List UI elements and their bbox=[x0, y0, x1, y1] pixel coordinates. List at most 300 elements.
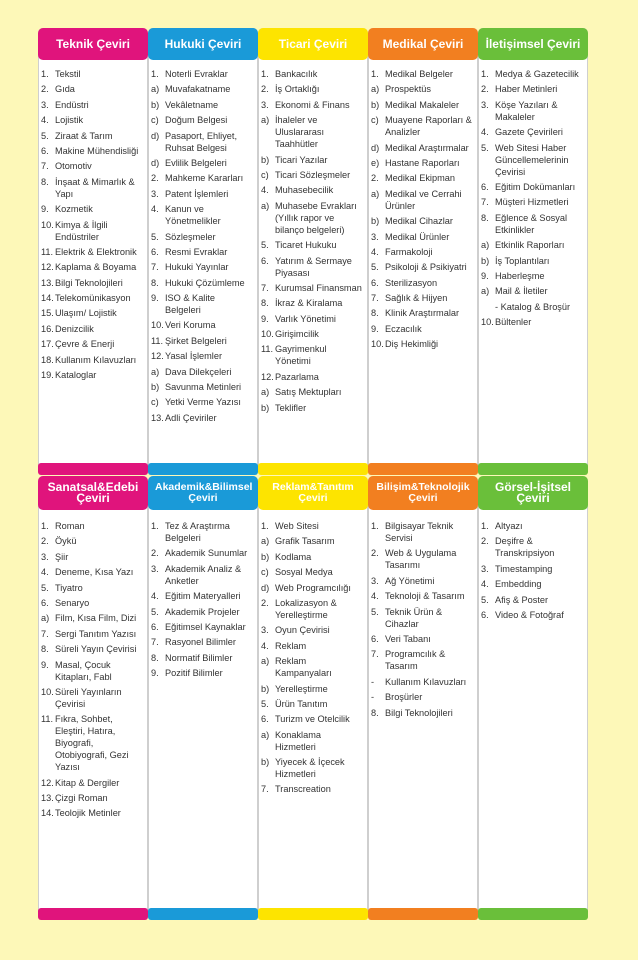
card-title-text: Reklam&Tanıtım Çeviri bbox=[272, 481, 354, 504]
list-item-text: Hastane Raporları bbox=[385, 157, 460, 168]
card-footer-bar bbox=[148, 463, 258, 475]
list-item-text: Pazarlama bbox=[275, 371, 319, 382]
list-item bbox=[481, 255, 583, 267]
list-item bbox=[41, 292, 143, 304]
list-item bbox=[371, 68, 473, 80]
list-item-text: Medikal Makaleler bbox=[385, 99, 460, 110]
list-item-marker: 5. bbox=[481, 142, 489, 153]
list-item-text: Medya & Gazetecilik bbox=[495, 69, 579, 79]
list-item-marker: 11. bbox=[261, 344, 274, 355]
list-item-marker: b) bbox=[371, 99, 380, 110]
list-item-text: İhaleler ve Uluslararası Taahhütler bbox=[275, 115, 325, 150]
list-item-text: Kaplama & Boyama bbox=[55, 262, 137, 273]
list-item-marker: 3. bbox=[371, 231, 379, 242]
list-item-text: Akademik Analiz & Anketler bbox=[165, 563, 242, 586]
list-item-text: Turizm ve Otelcilik bbox=[275, 714, 350, 725]
list-item-marker: 9. bbox=[41, 204, 49, 215]
list-item-text: Teknik Ürün & Cihazlar bbox=[385, 606, 443, 629]
list-item bbox=[41, 114, 143, 126]
card-footer-bar bbox=[478, 463, 588, 475]
list-item-marker: a) bbox=[151, 84, 160, 95]
list-item-marker: 4. bbox=[371, 591, 379, 602]
list-item-marker: 2. bbox=[261, 597, 269, 608]
list-item bbox=[151, 381, 253, 393]
list-item-marker: 10. bbox=[481, 317, 494, 328]
list-item-marker: 1. bbox=[151, 69, 159, 79]
list-item-marker: 7. bbox=[261, 784, 269, 795]
list-item bbox=[481, 196, 583, 208]
list-item bbox=[371, 520, 473, 544]
card-teknik-ceviri bbox=[38, 28, 148, 475]
list-item-marker: 13. bbox=[41, 793, 54, 804]
list-item bbox=[261, 402, 363, 414]
list-item bbox=[371, 157, 473, 169]
list-item bbox=[41, 246, 143, 258]
list-item bbox=[371, 246, 473, 258]
list-item-marker: 10. bbox=[151, 320, 164, 331]
list-item bbox=[261, 114, 363, 150]
list-item-text: Gazete Çevirileri bbox=[495, 127, 563, 138]
list-item-text: Denizcilik bbox=[55, 323, 94, 334]
list-item bbox=[151, 203, 253, 227]
card-title bbox=[368, 28, 478, 60]
list-item bbox=[371, 83, 473, 95]
list-item-marker: 11. bbox=[41, 246, 54, 257]
list-item-text: Eğlence & Sosyal Etkinlikler bbox=[495, 212, 568, 235]
list-item-marker: d) bbox=[151, 157, 160, 168]
card-footer-bar bbox=[478, 908, 588, 920]
list-item bbox=[41, 68, 143, 80]
list-item-marker: 7. bbox=[371, 293, 379, 304]
list-item bbox=[371, 691, 473, 703]
list-item bbox=[261, 783, 363, 795]
list-item-marker: a) bbox=[371, 84, 380, 95]
list-item bbox=[261, 729, 363, 753]
list-item-marker: 6. bbox=[151, 621, 159, 632]
list-item-text: Mail & İletiler bbox=[495, 286, 548, 297]
list-item-text: Resmi Evraklar bbox=[165, 246, 228, 257]
card-title-text: Hukuki Çeviri bbox=[164, 36, 242, 51]
list-item-text: Girişimcilik bbox=[275, 329, 319, 340]
list-item-marker: 8. bbox=[41, 176, 49, 187]
service-list bbox=[371, 68, 473, 354]
list-item bbox=[261, 68, 363, 80]
list-item-text: Lojistik bbox=[55, 115, 84, 126]
list-item-text: Telekomünikasyon bbox=[55, 293, 131, 304]
list-item bbox=[261, 683, 363, 695]
list-item-text: Programcılık & Tasarım bbox=[385, 649, 446, 672]
list-item-text: Hukuki Yayınlar bbox=[165, 262, 229, 273]
card-footer-bar bbox=[148, 908, 258, 920]
list-item bbox=[151, 520, 253, 544]
list-item-text: Şiir bbox=[55, 551, 69, 562]
card-title bbox=[478, 28, 588, 60]
list-item-text: Savunma Metinleri bbox=[165, 382, 242, 393]
list-item-text: Dava Dilekçeleri bbox=[165, 366, 232, 377]
list-item bbox=[371, 99, 473, 111]
list-item-text: Müşteri Hizmetleri bbox=[495, 197, 569, 208]
card-reklam-tanitim-ceviri bbox=[258, 476, 368, 920]
list-item-text: Öykü bbox=[55, 536, 77, 547]
list-item-text: Gıda bbox=[55, 84, 75, 95]
list-item-marker: 2. bbox=[41, 536, 49, 547]
list-item-marker: 1. bbox=[481, 521, 489, 531]
list-item-text: Broşürler bbox=[385, 692, 423, 703]
list-item bbox=[41, 713, 143, 773]
list-item-text: Akademik Projeler bbox=[165, 606, 240, 617]
list-item-text: Prospektüs bbox=[385, 84, 431, 95]
list-item-text: Kodlama bbox=[275, 551, 312, 562]
list-item bbox=[371, 172, 473, 184]
list-item-text: Medikal Ürünler bbox=[385, 231, 450, 242]
list-item bbox=[41, 354, 143, 366]
list-item bbox=[151, 130, 253, 154]
list-item-text: Web Programcılığı bbox=[275, 582, 351, 593]
list-item-text: Sergi Tanıtım Yazısı bbox=[55, 628, 137, 639]
list-item bbox=[371, 307, 473, 319]
card-footer-bar bbox=[38, 463, 148, 475]
list-item-marker: - bbox=[371, 692, 375, 703]
list-item-text: Tiyatro bbox=[55, 582, 83, 593]
list-item-text: Makine Mühendisliği bbox=[55, 145, 139, 156]
card-title bbox=[368, 476, 478, 510]
list-item-text: Farmakoloji bbox=[385, 246, 433, 257]
list-item-marker: a) bbox=[371, 188, 380, 199]
list-item-marker: d) bbox=[261, 582, 270, 593]
list-item-marker: 8. bbox=[151, 277, 159, 288]
list-item-marker: 6. bbox=[41, 145, 49, 156]
list-item bbox=[481, 535, 583, 559]
list-item-text: Yerelleştirme bbox=[275, 683, 328, 694]
list-item-text: Eczacılık bbox=[385, 323, 422, 334]
list-item bbox=[261, 713, 363, 725]
list-item-text: Transcreation bbox=[275, 784, 331, 795]
list-item-marker: 12. bbox=[261, 371, 274, 382]
list-item-marker: 13. bbox=[41, 277, 54, 288]
list-item bbox=[41, 792, 143, 804]
list-item-text: Ticaret Hukuku bbox=[275, 240, 337, 251]
list-item-marker: 3. bbox=[481, 563, 489, 574]
list-item-marker: 7. bbox=[41, 161, 49, 172]
list-item bbox=[261, 624, 363, 636]
card-bilisim-teknolojik-ceviri bbox=[368, 476, 478, 920]
list-item bbox=[371, 292, 473, 304]
list-item-marker: 5. bbox=[41, 130, 49, 141]
list-item-text: Veri Koruma bbox=[165, 320, 216, 331]
list-item-text: Otomotiv bbox=[55, 161, 92, 172]
service-list bbox=[481, 520, 583, 624]
list-item bbox=[261, 566, 363, 578]
list-item-marker: 4. bbox=[261, 640, 269, 651]
list-item-marker: 6. bbox=[261, 714, 269, 725]
card-hukuki-ceviri bbox=[148, 28, 258, 475]
list-item bbox=[41, 261, 143, 273]
list-item-text: Haber Metinleri bbox=[495, 84, 558, 95]
list-item bbox=[151, 563, 253, 587]
card-footer-bar bbox=[38, 908, 148, 920]
list-item bbox=[41, 83, 143, 95]
list-item-text: Eğitim Dokümanları bbox=[495, 181, 576, 192]
list-item-marker: 2. bbox=[371, 173, 379, 184]
list-item-text: ISO & Kalite Belgeleri bbox=[165, 293, 216, 316]
card-title bbox=[38, 476, 148, 510]
list-item bbox=[41, 130, 143, 142]
list-item-marker: 14. bbox=[41, 808, 54, 819]
list-item bbox=[481, 609, 583, 621]
list-item bbox=[41, 176, 143, 200]
list-item bbox=[41, 597, 143, 609]
list-item bbox=[41, 659, 143, 683]
list-item-text: Bankacılık bbox=[275, 69, 318, 79]
list-item-text: Süreli Yayınların Çevirisi bbox=[55, 686, 122, 709]
list-item-text: Tez & Araştırma Belgeleri bbox=[165, 521, 230, 543]
list-item-marker: 1. bbox=[371, 69, 379, 79]
list-item bbox=[481, 520, 583, 532]
list-item bbox=[151, 292, 253, 316]
list-item-text: Akademik Sunumlar bbox=[165, 548, 248, 559]
service-list bbox=[261, 520, 363, 799]
list-item-marker: d) bbox=[371, 142, 380, 153]
list-item-marker: 17. bbox=[41, 339, 54, 350]
list-item bbox=[481, 68, 583, 80]
list-item-marker: 8. bbox=[151, 652, 159, 663]
list-item bbox=[371, 606, 473, 630]
list-item-marker: 12. bbox=[151, 351, 164, 362]
list-item-marker: a) bbox=[41, 613, 50, 624]
list-item-text: Film, Kısa Film, Dizi bbox=[55, 613, 137, 624]
list-item-marker: 9. bbox=[481, 270, 489, 281]
list-item-marker: b) bbox=[261, 154, 270, 165]
list-item-marker: c) bbox=[261, 169, 269, 180]
list-item-marker: 19. bbox=[41, 370, 54, 381]
list-item-marker: a) bbox=[261, 387, 270, 398]
list-item-text: Bilgisayar Teknik Servisi bbox=[385, 521, 454, 543]
list-item bbox=[41, 277, 143, 289]
list-item bbox=[261, 343, 363, 367]
list-item bbox=[41, 582, 143, 594]
list-item bbox=[41, 219, 143, 243]
list-item bbox=[41, 777, 143, 789]
list-item-text: - Katalog & Broşür bbox=[495, 301, 571, 312]
list-item-marker: a) bbox=[261, 536, 270, 547]
card-title-text: Teknik Çeviri bbox=[56, 36, 130, 51]
list-item-text: Ekonomi & Finans bbox=[275, 99, 350, 110]
list-item bbox=[41, 160, 143, 172]
list-item bbox=[151, 188, 253, 200]
list-item-text: Masal, Çocuk Kitapları, Fabl bbox=[55, 659, 112, 682]
list-item bbox=[481, 285, 583, 297]
list-item-text: İnşaat & Mimarlık & Yapı bbox=[55, 176, 135, 199]
list-item-marker: 7. bbox=[371, 649, 379, 660]
list-item-marker: a) bbox=[481, 240, 490, 251]
list-item-marker: 2. bbox=[481, 536, 489, 547]
list-item-marker: 8. bbox=[371, 308, 379, 319]
list-item bbox=[41, 338, 143, 350]
list-item-marker: b) bbox=[261, 683, 270, 694]
list-item-text: Kataloglar bbox=[55, 370, 97, 381]
list-item-text: Adli Çeviriler bbox=[165, 412, 217, 423]
list-item-text: Kozmetik bbox=[55, 204, 93, 215]
card-title-text: Akademik&Bilimsel Çeviri bbox=[155, 481, 253, 504]
list-item-text: Çevre & Enerji bbox=[55, 339, 115, 350]
list-item bbox=[261, 239, 363, 251]
list-item bbox=[41, 203, 143, 215]
list-item-marker: c) bbox=[371, 115, 379, 126]
list-item-text: İş Ortaklığı bbox=[275, 84, 320, 95]
list-item bbox=[261, 297, 363, 309]
list-item bbox=[371, 676, 473, 688]
list-item-text: Altyazı bbox=[495, 521, 523, 531]
list-item bbox=[261, 655, 363, 679]
list-item bbox=[151, 319, 253, 331]
list-item-text: Kullanım Kılavuzları bbox=[55, 354, 137, 365]
list-item bbox=[41, 551, 143, 563]
list-item-marker: 6. bbox=[371, 633, 379, 644]
list-item bbox=[371, 323, 473, 335]
list-item-text: Ticari Yazılar bbox=[275, 154, 328, 165]
list-item-text: Deneme, Kısa Yazı bbox=[55, 567, 134, 578]
list-item-text: Senaryo bbox=[55, 597, 90, 608]
list-item-marker: 3. bbox=[261, 625, 269, 636]
list-item-marker: b) bbox=[261, 551, 270, 562]
list-item-marker: 4. bbox=[151, 204, 159, 215]
list-item-marker: 6. bbox=[481, 181, 489, 192]
list-item bbox=[41, 520, 143, 532]
list-item-marker: d) bbox=[151, 130, 160, 141]
list-item-text: Pozitif Bilimler bbox=[165, 668, 223, 679]
list-item-text: Patent İşlemleri bbox=[165, 188, 229, 199]
list-item bbox=[481, 99, 583, 123]
list-item-text: Sosyal Medya bbox=[275, 567, 333, 578]
card-title bbox=[148, 476, 258, 510]
list-item-text: Endüstri bbox=[55, 99, 89, 110]
list-item bbox=[151, 68, 253, 80]
card-title-text: Medikal Çeviri bbox=[382, 36, 464, 51]
list-item-text: Oyun Çevirisi bbox=[275, 625, 330, 636]
list-item bbox=[481, 126, 583, 138]
list-item-marker: c) bbox=[151, 397, 159, 408]
card-title bbox=[258, 28, 368, 60]
list-item-text: Lokalizasyon & Yerelleştirme bbox=[275, 597, 337, 620]
list-item bbox=[151, 157, 253, 169]
list-item bbox=[41, 99, 143, 111]
list-item-text: Yasal İşlemler bbox=[165, 351, 223, 362]
list-item-marker: 2. bbox=[151, 173, 159, 184]
list-item bbox=[371, 338, 473, 350]
list-item-marker: 6. bbox=[41, 597, 49, 608]
list-item-marker: 12. bbox=[41, 262, 54, 273]
list-item-marker: b) bbox=[481, 255, 490, 266]
list-item-marker: a) bbox=[261, 729, 270, 740]
list-item-marker: c) bbox=[261, 567, 269, 578]
list-item-marker: 4. bbox=[41, 115, 49, 126]
list-item bbox=[151, 366, 253, 378]
list-item-text: Ürün Tanıtım bbox=[275, 698, 328, 709]
list-item-text: Web Sitesi Haber Güncellemelerinin Çevirisi bbox=[495, 142, 569, 177]
list-item-marker: e) bbox=[371, 157, 380, 168]
list-item-text: Çizgi Roman bbox=[55, 793, 108, 804]
list-item bbox=[481, 270, 583, 282]
list-item-marker: 5. bbox=[151, 231, 159, 242]
list-item bbox=[151, 547, 253, 559]
list-item-text: Grafik Tasarım bbox=[275, 536, 335, 547]
card-medikal-ceviri bbox=[368, 28, 478, 475]
list-item-text: Sağlık & Hijyen bbox=[385, 293, 448, 304]
list-item-text: Reklam Kampanyaları bbox=[275, 656, 332, 679]
list-item-marker: 3. bbox=[371, 575, 379, 586]
list-item-text: Kimya & İlgili Endüstriler bbox=[55, 219, 108, 242]
list-item-text: Bültenler bbox=[495, 317, 532, 328]
list-item-text: Ticari Sözleşmeler bbox=[275, 169, 351, 180]
list-item-marker: a) bbox=[261, 200, 270, 211]
list-item-text: Ağ Yönetimi bbox=[385, 575, 435, 586]
list-item-marker: 10. bbox=[41, 686, 54, 697]
list-item bbox=[481, 181, 583, 193]
list-item bbox=[261, 83, 363, 95]
list-item-text: Web & Uygulama Tasarımı bbox=[385, 548, 457, 571]
list-item bbox=[261, 535, 363, 547]
list-item-text: Hukuki Çözümleme bbox=[165, 277, 245, 288]
list-item-marker: 2. bbox=[41, 84, 49, 95]
list-item bbox=[261, 582, 363, 594]
list-item bbox=[481, 301, 583, 313]
list-item-text: Evlilik Belgeleri bbox=[165, 157, 227, 168]
list-item-marker: 9. bbox=[151, 293, 159, 304]
list-item-text: Muhasebecilik bbox=[275, 185, 334, 196]
list-item-text: Ulaşım/ Lojistik bbox=[55, 308, 117, 319]
list-item-marker: 9. bbox=[41, 659, 49, 670]
list-item bbox=[261, 551, 363, 563]
list-item-marker: 1. bbox=[41, 69, 49, 79]
list-item bbox=[481, 83, 583, 95]
list-item-text: Medikal Cihazlar bbox=[385, 216, 453, 227]
list-item-marker: a) bbox=[261, 656, 270, 667]
list-item-marker bbox=[481, 301, 495, 313]
list-item-marker: 9. bbox=[151, 668, 159, 679]
list-item-marker: 4. bbox=[151, 591, 159, 602]
list-item-marker: b) bbox=[371, 216, 380, 227]
card-title-text: Bilişim&Teknolojik Çeviri bbox=[376, 481, 470, 504]
list-item-text: Klinik Araştırmalar bbox=[385, 308, 460, 319]
list-item-marker: 3. bbox=[151, 188, 159, 199]
list-item bbox=[41, 145, 143, 157]
list-item bbox=[151, 606, 253, 618]
list-item-marker: 1. bbox=[371, 521, 379, 531]
list-item bbox=[371, 590, 473, 602]
list-item-marker: 9. bbox=[371, 323, 379, 334]
list-item-marker: a) bbox=[261, 115, 270, 126]
list-item-marker: 14. bbox=[41, 293, 54, 304]
list-item bbox=[151, 396, 253, 408]
list-item-text: Reklam bbox=[275, 640, 307, 651]
list-item bbox=[151, 621, 253, 633]
list-item bbox=[151, 246, 253, 258]
card-title-text: Ticari Çeviri bbox=[278, 36, 348, 51]
list-item-text: Diş Hekimliği bbox=[385, 339, 439, 350]
card-footer-bar bbox=[368, 463, 478, 475]
list-item-text: Pasaport, Ehliyet, Ruhsat Belgesi bbox=[165, 130, 238, 153]
card-title-text: Sanatsal&Edebi Çeviri bbox=[47, 480, 139, 505]
list-item bbox=[261, 698, 363, 710]
list-item bbox=[41, 369, 143, 381]
card-title bbox=[258, 476, 368, 510]
list-item-marker: 8. bbox=[481, 212, 489, 223]
list-item-marker: 1. bbox=[261, 69, 269, 79]
list-item bbox=[481, 142, 583, 178]
card-ticari-ceviri bbox=[258, 28, 368, 475]
card-footer-bar bbox=[258, 463, 368, 475]
service-list bbox=[151, 520, 253, 683]
